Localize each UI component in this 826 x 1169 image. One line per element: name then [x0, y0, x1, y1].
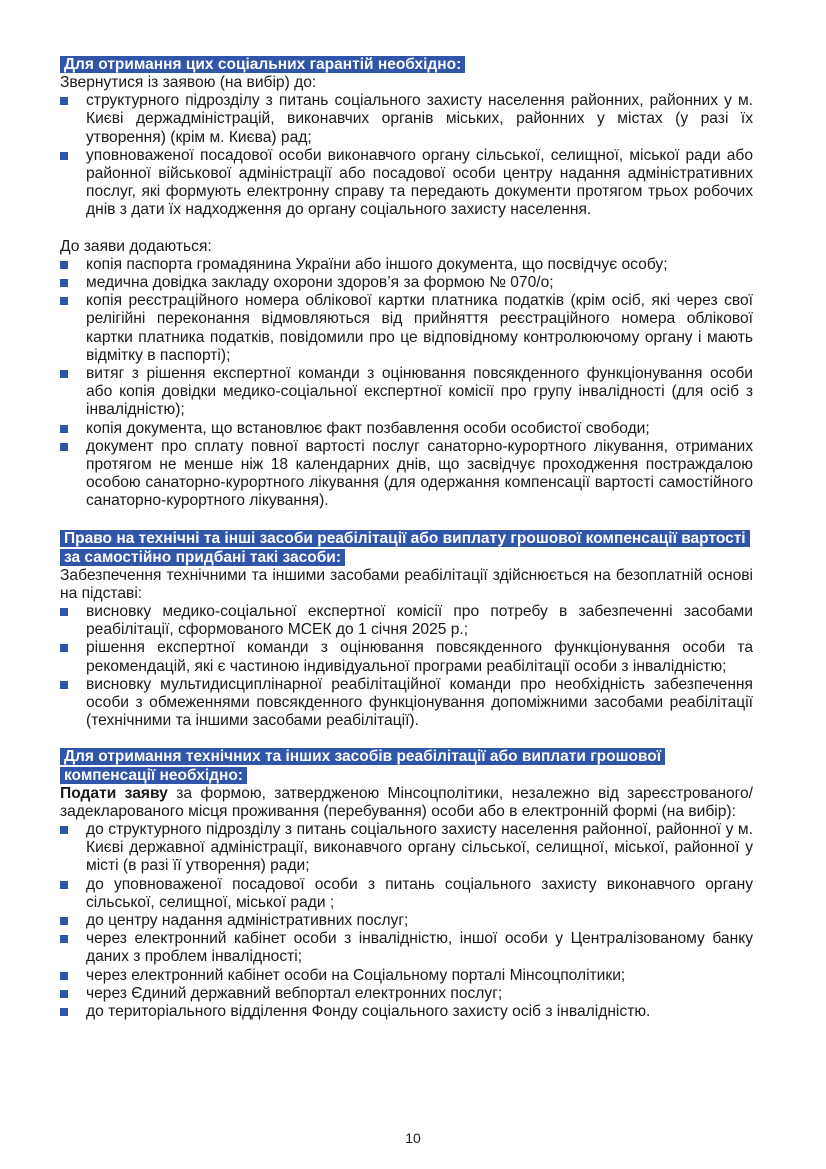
bullet-square-icon — [60, 681, 68, 689]
section-heading-block — [60, 55, 753, 74]
list-item-text: уповноваженої посадової особи виконавчого органу сільської, селищної, міської ради або районної військової адміністрації або посадової особи центру надання адміністративних послуг, які формують електронну справу та передають документи протягом трьох робочих днів з дати їх надходження до органу соціального захисту населення. — [86, 146, 753, 219]
bullet-square-icon — [60, 443, 68, 451]
list-item — [60, 92, 753, 147]
bullet-list — [60, 603, 753, 730]
list-item — [60, 912, 753, 930]
bullet-square-icon — [60, 644, 68, 652]
bullet-square-icon — [60, 370, 68, 378]
list-item — [60, 967, 753, 985]
list-item — [60, 1003, 753, 1021]
list-item-text: висновку мультидисциплінарної реабілітаційної команди про необхідність забезпечення особи з обмеженнями повсякденного функціонування допоміжними засобами реабілітації (технічними та іншими засобами реабілітації). — [86, 675, 753, 730]
list-item-text: копія реєстраційного номера облікової картки платника податків (крім осіб, які через свої релігійні переконання відмовляються від прийняття реєстраційного номера облікової картки платника податків, повідомили про це відповідному контролюючому органу і мають відмітку в паспорті); — [86, 292, 753, 364]
list-item — [60, 639, 753, 675]
list-item — [60, 274, 753, 292]
list-item — [60, 256, 753, 274]
list-item-text: до структурного підрозділу з питань соціального захисту населення районної, районної у м. Києві державної адміністрації, виконавчого органу сільської, селищної, міської, районної у місті (в разі її утворення) ради; — [86, 820, 753, 875]
list-item — [60, 292, 753, 365]
bullet-square-icon — [60, 935, 68, 943]
paragraph-text: за формою, затвердженою Мінсоцполітики, незалежно від зареєстрованого/задекларованого місця проживання (перебування) особи або в електронній формі (на вибір): — [60, 784, 754, 820]
list-item — [60, 876, 753, 912]
list-item-text: копія документа, що встановлює факт позбавлення особи особистої свободи; — [86, 419, 650, 437]
bullet-square-icon — [60, 261, 68, 269]
bullet-square-icon — [60, 608, 68, 616]
page-number: 10 — [405, 1130, 421, 1146]
list-item — [60, 420, 753, 438]
bullet-square-icon — [60, 425, 68, 433]
bullet-square-icon — [60, 1008, 68, 1016]
paragraph: Забезпечення технічними та іншими засобами реабілітації здійснюється на безоплатній основі на підставі: — [60, 566, 753, 602]
list-item — [60, 821, 753, 876]
list-item — [60, 930, 753, 966]
list-item-text: до уповноваженої посадової особи з питань соціального захисту виконавчого органу сільської, селищної, міської ради ; — [86, 875, 753, 911]
list-item-text: копія паспорта громадянина України або іншого документа, що посвідчує особу; — [86, 255, 668, 273]
section-heading: Право на технічні та інші засоби реабілітації або виплату грошової компенсації вартості за самостійно придбані такі засоби: — [60, 530, 750, 566]
list-item-text: висновку медико-соціальної експертної комісії про потребу в забезпеченні засобами реабілітації, сформованого МСЕК до 1 січня 2025 р.; — [86, 603, 753, 639]
section-heading-block — [60, 529, 753, 567]
bullet-square-icon — [60, 152, 68, 160]
paragraph: Звернутися із заявою (на вибір) до: — [60, 74, 317, 91]
list-item-text: через електронний кабінет особи на Соціальному порталі Мінсоцполітики; — [86, 966, 626, 984]
bullet-square-icon — [60, 917, 68, 925]
bullet-square-icon — [60, 826, 68, 834]
list-item-text: витяг з рішення експертної команди з оцінювання повсякденного функціонування особи або копія довідки медико-соціальної експертної комісії про групу інвалідності (для осіб з інвалідністю); — [86, 365, 753, 419]
list-item — [60, 365, 753, 420]
paragraph — [60, 785, 753, 821]
list-item-text: документ про сплату повної вартості послуг санаторно-курортного лікування, отриманих протягом не менше ніж 18 календарних днів, що засвідчує проходження постраждалою особою санаторно-курортного лікування (для одержання компенсації вартості самостійного санаторно-курортного лікування). — [86, 437, 753, 510]
list-item-text: через електронний кабінет особи з інвалідністю, іншої особи у Централізованому банку даних з проблем інвалідності; — [86, 930, 753, 966]
section-heading: Для отримання цих соціальних гарантій необхідно: — [60, 56, 465, 73]
list-item-text: до центру надання адміністративних послуг; — [86, 911, 409, 929]
list-item-text: до територіального відділення Фонду соціального захисту осіб з інвалідністю. — [86, 1002, 651, 1020]
list-item-text: медична довідка закладу охорони здоров’я за формою № 070/о; — [86, 274, 554, 292]
bullet-list — [60, 92, 753, 219]
bullet-square-icon — [60, 972, 68, 980]
paragraph: До заяви додаються: — [60, 237, 212, 255]
section-heading-block — [60, 747, 753, 785]
bullet-list — [60, 821, 753, 1021]
list-item — [60, 676, 753, 731]
list-item — [60, 147, 753, 220]
bullet-square-icon — [60, 990, 68, 998]
list-item — [60, 603, 753, 639]
bullet-square-icon — [60, 97, 68, 105]
list-item — [60, 438, 753, 511]
bullet-square-icon — [60, 881, 68, 889]
list-item-text: рішення експертної команди з оцінювання повсякденного функціонування особи та рекомендацій, які є частиною індивідуальної програми реабілітації особи з інвалідністю; — [86, 639, 753, 675]
page-content — [60, 55, 753, 1021]
list-item-text: структурного підрозділу з питань соціального захисту населення районних, районних у м. Києві держадміністрацій, виконавчих органів міських, районних у містах (у разі їх утворення) (крім м. Києва) рад; — [86, 92, 753, 146]
list-item — [60, 985, 753, 1003]
bullet-square-icon — [60, 297, 68, 305]
section-heading: Для отримання технічних та інших засобів реабілітації або виплати грошової компенсації необхідно: — [60, 748, 665, 784]
bullet-list — [60, 256, 753, 511]
bold-lead: Подати заяву — [60, 784, 168, 802]
list-item-text: через Єдиний державний вебпортал електронних послуг; — [86, 984, 503, 1002]
bullet-square-icon — [60, 279, 68, 287]
